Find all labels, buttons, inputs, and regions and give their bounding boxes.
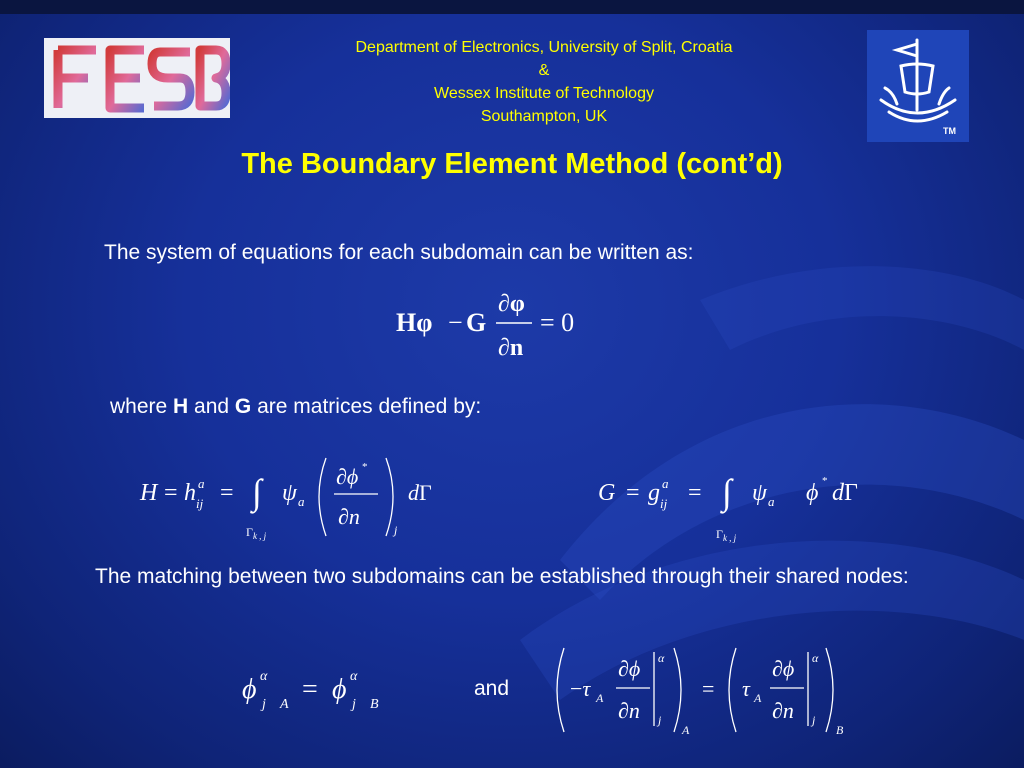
svg-text:α: α [350,669,358,684]
svg-text:ψ: ψ [282,480,297,506]
svg-text:∂n: ∂n [618,698,640,723]
svg-text:a: a [198,476,205,491]
top-bar [0,0,1024,14]
svg-text:∂n: ∂n [338,504,360,529]
svg-text:j: j [262,697,266,712]
svg-text:j: j [658,713,662,727]
svg-text:τ: τ [742,676,750,701]
svg-text:−τ: −τ [570,676,591,701]
svg-text:∂ϕ: ∂ϕ [336,464,359,489]
svg-text:a: a [662,476,669,491]
svg-text:dΓ: dΓ [832,480,858,506]
equation-flux-match [550,642,860,742]
svg-text:G: G [466,308,487,337]
equation-system [390,285,590,365]
header-line-4: Southampton, UK [480,108,608,125]
svg-text:ij: ij [660,496,668,511]
header-affiliation [300,36,788,128]
svg-text:B: B [370,697,379,712]
where-text: where H and G are matrices defined by: [110,395,482,418]
svg-text:j: j [394,523,398,537]
svg-text:=: = [702,676,715,701]
header-line-1: Department of Electronics, University of Split, Croatia [355,39,733,56]
svg-text:=: = [220,480,234,506]
svg-text:ϕ: ϕ [332,674,347,705]
svg-text:=: = [164,480,178,506]
svg-text:H: H [140,480,158,506]
svg-text:B: B [836,723,844,737]
svg-text:a: a [768,494,775,509]
intro-text: The system of equations for each subdomain can be written as: [104,241,694,264]
svg-text:ψ: ψ [752,480,767,506]
svg-text:ϕ: ϕ [806,480,819,506]
svg-text:g: g [648,480,660,506]
svg-text:j: j [812,713,816,727]
svg-text:A: A [280,697,289,712]
svg-text:=: = [302,674,318,705]
svg-text:Hφ: Hφ [396,308,433,337]
equation-h-definition [136,448,456,544]
svg-text:*: * [822,475,828,487]
svg-text:∫: ∫ [252,472,262,512]
svg-text:h: h [184,480,196,506]
svg-text:TM: TM [943,126,956,136]
svg-text:A: A [754,691,762,705]
svg-text:∂ϕ: ∂ϕ [772,656,795,681]
svg-text:Γk , j: $\Gamma_{k , j}$ [716,527,737,543]
header-line-2: & [538,62,550,79]
svg-text:Γk , j: $\Gamma_{k , j}$ [246,525,267,541]
svg-text:ϕ: ϕ [242,674,257,705]
svg-text:A: A [596,691,604,705]
svg-text:ij: ij [196,496,204,511]
svg-text:A: A [682,723,690,737]
svg-text:∂n: ∂n [772,698,794,723]
svg-text:α: α [812,651,819,665]
equation-potential-match [238,662,398,722]
header-line-3: Wessex Institute of Technology [434,85,654,102]
matching-text: The matching between two subdomains can be established through their shared nodes: [95,565,909,588]
svg-text:j: j [352,697,356,712]
svg-text:∂φ: ∂φ [498,291,525,317]
slide-title: The Boundary Element Method (cont’d) [241,148,783,180]
equation-g-definition [596,460,886,544]
fesb-logo [44,38,230,118]
and-label: and [474,677,510,700]
svg-text:=: = [688,480,702,506]
svg-text:−: − [448,308,463,337]
svg-text:*: * [362,461,368,473]
svg-text:a: a [298,494,305,509]
svg-text:=: = [626,480,640,506]
svg-text:= 0: = 0 [540,308,575,337]
svg-text:∫: ∫ [722,472,732,512]
svg-text:G: G [598,480,616,506]
svg-text:α: α [658,651,665,665]
wessex-logo [867,30,969,142]
svg-text:∂ϕ: ∂ϕ [618,656,641,681]
svg-text:∂n: ∂n [498,335,524,361]
svg-text:α: α [260,669,268,684]
svg-text:dΓ: dΓ [408,480,432,505]
